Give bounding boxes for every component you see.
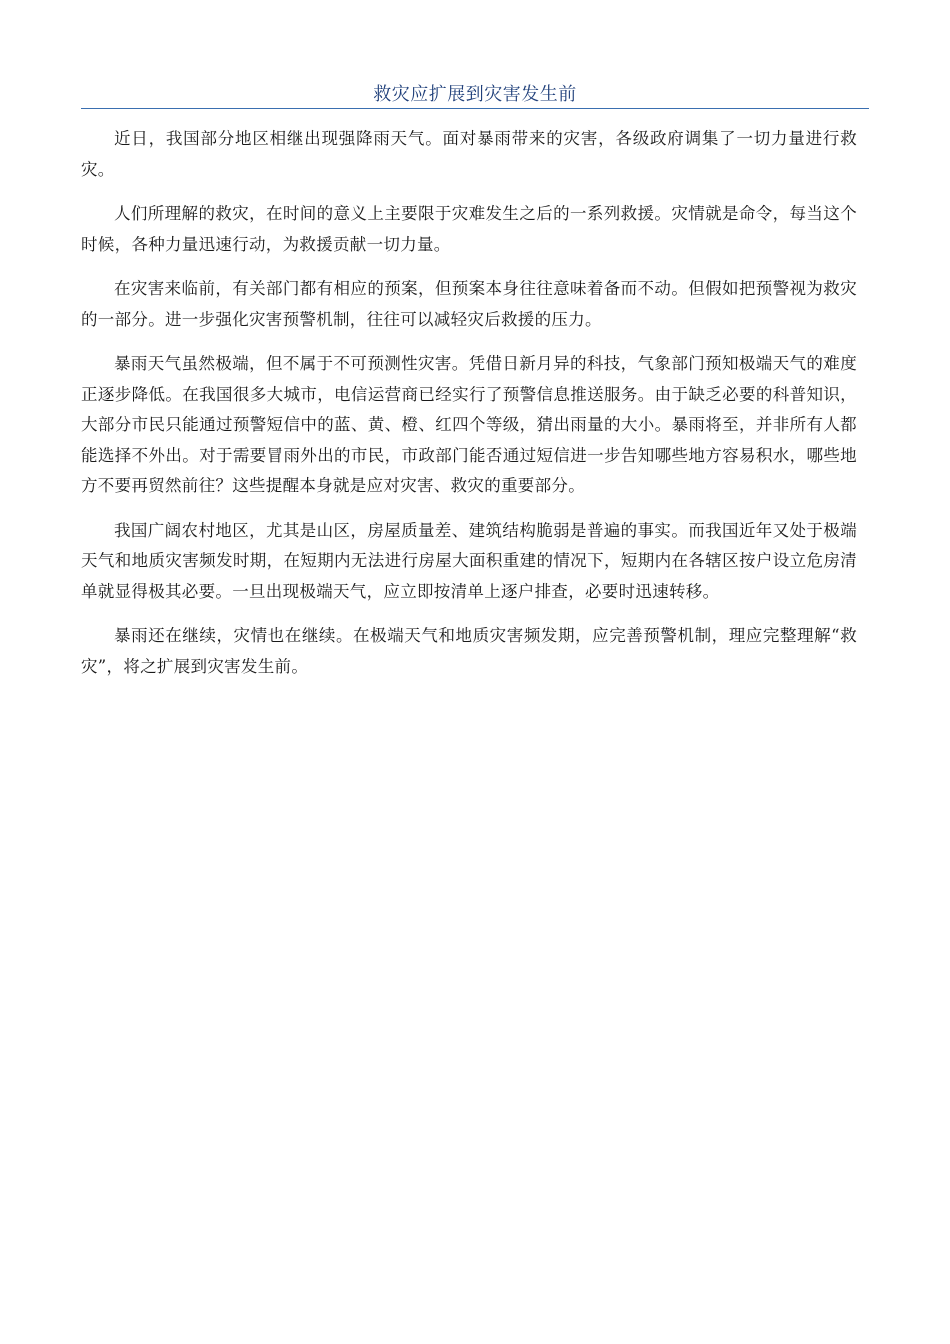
paragraph-4: 暴雨天气虽然极端，但不属于不可预测性灾害。凭借日新月异的科技，气象部门预知极端天气的难度正逐步降低。在我国很多大城市，电信运营商已经实行了预警信息推送服务。由于缺乏必要的科普知识，大部分市民只能通过预警短信中的蓝、黄、橙、红四个等级，猜出雨量的大小。暴雨将至，并非所有人都能选择不外出。对于需要冒雨外出的市民，市政部门能否通过短信进一步告知哪些地方容易积水，哪些地方不要再贸然前往？这些提醒本身就是应对灾害、救灾的重要部分。 [81, 354, 857, 495]
paragraph-2: 人们所理解的救灾，在时间的意义上主要限于灾难发生之后的一系列救援。灾情就是命令，每当这个时候，各种力量迅速行动，为救援贡献一切力量。 [81, 204, 857, 254]
paragraph-6: 暴雨还在继续，灾情也在继续。在极端天气和地质灾害频发期，应完善预警机制，理应完整理解“救灾”，将之扩展到灾害发生前。 [81, 626, 857, 676]
paragraph-1: 近日，我国部分地区相继出现强降雨天气。面对暴雨带来的灾害，各级政府调集了一切力量进行救灾。 [81, 129, 857, 179]
paragraph-3: 在灾害来临前，有关部门都有相应的预案，但预案本身往往意味着备而不动。但假如把预警视为救灾的一部分。进一步强化灾害预警机制，往往可以减轻灾后救援的压力。 [81, 279, 857, 329]
document-body [81, 124, 857, 696]
paragraph-5: 我国广阔农村地区，尤其是山区，房屋质量差、建筑结构脆弱是普遍的事实。而我国近年又处于极端天气和地质灾害频发时期，在短期内无法进行房屋大面积重建的情况下，短期内在各辖区按户设立危房清单就显得极其必要。一旦出现极端天气，应立即按清单上逐户排查，必要时迅速转移。 [81, 520, 857, 601]
document-title: 救灾应扩展到灾害发生前 [373, 84, 577, 105]
title-underline [81, 108, 869, 109]
